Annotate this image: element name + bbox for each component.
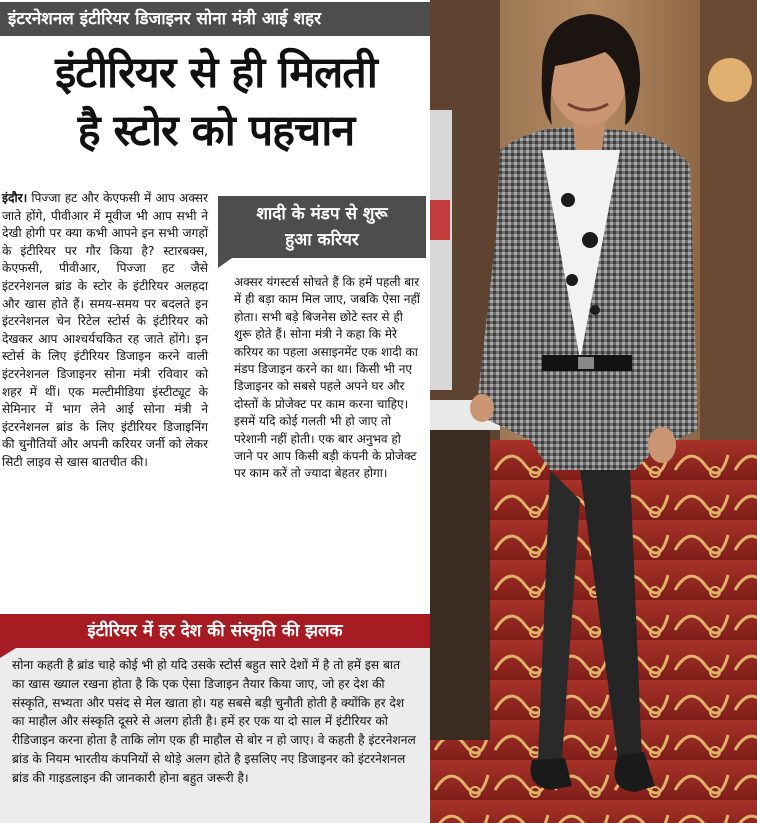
main-article-text: पिज्जा हट और केएफसी में आप अक्सर जाते होंगे, पीवीआर में मूवीज भी आप सभी ने देखी होगी पर क्या कभी आपने इन सभी जगहों के इंटीरियर पर गौर किया है? स्टारबक्स, केएफसी, पीवीआर, पिज्जा हट जैसे इंटरनेशनल ब्रांड के स्टोर के इंटीरियर अलहदा और खास होते हैं। समय-समय पर बदलते इन इंटरनेशनल चेन रिटेल स्टोर्स के इंटीरियर को देखकर आप आश्चर्यचकित रह जाते होंगे। इन स्टोर्स के लिए इंटीरियर डिजाइन करने वाली इंटरनेशनल डिजाइनर सोना मंत्री रविवार को शहर में थीं। एक मल्टीमीडिया इंस्टीट्यूट के सेमिनार में भाग लेने आई सोना मंत्री ने इंटरनेशनल ब्रांड के लिए इंटीरियर डिजाइनिंग की चुनौतियों और अपनी करियर जर्नी को लेकर सिटी लाइव से खास बातचीत की। bbox=[2, 191, 208, 469]
headline bbox=[0, 44, 432, 160]
designer-photo bbox=[430, 0, 757, 823]
bottom-section-body: सोना कहती है ब्रांड चाहे कोई भी हो यदि उसके स्टोर्स बहुत सारे देशों में है तो हमें इस बात का खास ख्याल रखना होता है कि एक ऐसा डिजाइन तैयार किया जाए, जो हर देश की संस्कृति, सभ्यता और पसंद से मेल खाता हो। यह सबसे बड़ी चुनौती होती है क्योंकि हर देश का माहौल और संस्कृति दूसरे से अलग होती है। हमें हर एक या दो साल में इंटीरियर को रीडिजाइन करना होता है ताकि लोग एक ही माहौल से बोर न हो जाए। वे कहती है इंटरनेशनल ब्रांड के नियम भारतीय कंपनियों से थोड़े अलग होते है इसलिए नए डिजाइनर को इंटरनेशनल ब्रांड की गाइडलाइन की जानकारी होना बहुत जरूरी है। bbox=[12, 658, 416, 785]
sidebar-heading-tab bbox=[218, 258, 232, 268]
sidebar-title-line-1: शादी के मंडप से शुरू bbox=[256, 204, 388, 224]
kicker-banner bbox=[0, 2, 436, 36]
sidebar-body: अक्सर यंगस्टर्स सोचते हैं कि हमें पहली बार में ही बड़ा काम मिल जाए, जबकि ऐसा नहीं होता। सभी बड़े बिजनेस छोटे स्तर से ही शुरू होते हैं। सोना मंत्री ने कहा कि मेरे करियर का पहला असाइनमेंट एक शादी का मंडप डिजाइन करने का था। किसी भी नए डिजाइनर को सबसे पहले अपने घर और दोस्तों के प्रोजेक्ट पर काम करना चाहिए। इसमें यदि कोई गलती भी हो जाए तो परेशानी नहीं होती। एक बार अनुभव हो जाने पर आप किसी बड़ी कंपनी के प्रोजेक्ट पर काम करें तो ज्यादा बेहतर होगा। bbox=[234, 275, 421, 481]
sidebar-heading bbox=[218, 196, 426, 258]
dateline: इंदौर। bbox=[2, 191, 28, 205]
main-article-body bbox=[2, 190, 208, 472]
headline-line-2: है स्टोर को पहचान bbox=[77, 106, 355, 156]
kicker-text: इंटरनेशनल इंटीरियर डिजाइनर सोना मंत्री आई शहर bbox=[8, 9, 322, 29]
photo-illustration bbox=[430, 0, 757, 823]
headline-line-1: इंटीरियर से ही मिलती bbox=[55, 48, 377, 98]
sidebar-title-line-2: हुआ करियर bbox=[285, 230, 359, 250]
bottom-section-heading: इंटीरियर में हर देश की संस्कृति की झलक bbox=[0, 614, 430, 648]
